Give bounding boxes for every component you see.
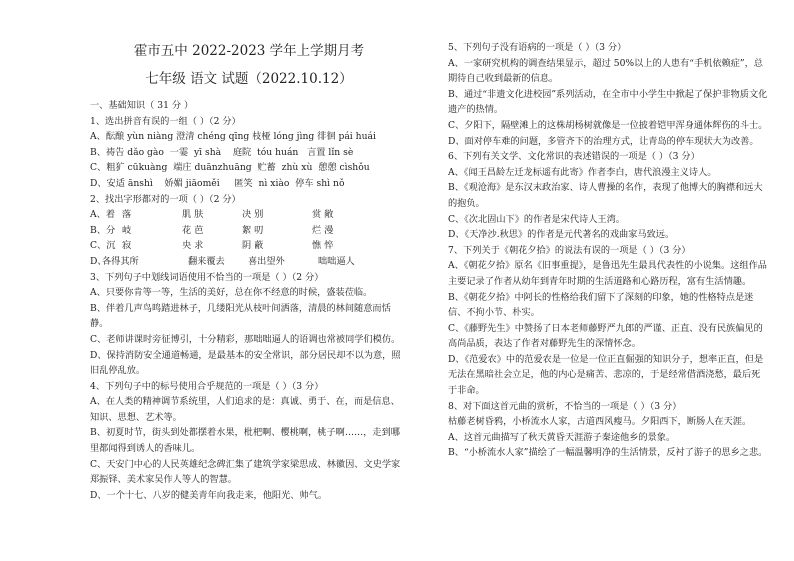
- q2b-cell: 絮 叨: [242, 224, 264, 236]
- q3-option-c: C、老师讲课时旁征博引，十分精彩，那咄咄逼人的语调也常被同学们模仿。: [90, 333, 401, 345]
- question-7: 7、下列关于《朝花夕拾》的说法有误的一项是（ ）（3 分）: [448, 244, 691, 256]
- q7-option-d: D、《范爱农》中的范爱农是一位是一位正直倔强的知识分子，想率正直，但是无法在黑暗社会立足，他的内心是痛苦、悲凉的，于是经常借酒浇愁，最后死于非命。: [448, 353, 764, 397]
- question-2: 2、找出字形都对的一项（ ）（2 分）: [90, 193, 241, 205]
- question-5: 5、下列句子没有语病的一项是（ ）（3 分）: [448, 42, 627, 53]
- q5-option-d: D、面对停车难的问题，多管齐下的治理方式，让青岛的停车现状大为改善。: [448, 135, 759, 147]
- q2-option-b: [90, 223, 408, 239]
- q2b-cell: 岐: [122, 224, 132, 236]
- q7-option-c: C、《藤野先生》中赞扬了日本老师藤野严九郎的严谨、正直、没有民族偏见的高尚品质，表达了作者对藤野先生的深情怀念。: [448, 322, 763, 350]
- section-heading: 一、基础知识（ 31 分 ）: [90, 100, 194, 111]
- q2-option-a: [90, 207, 408, 223]
- q8-option-a: A、这首元曲描写了秋天黄昏天涯游子秦途他乡的景象。: [448, 431, 676, 443]
- q5-option-c: C、夕阳下，隔壁滩上的这株胡杨树就像是一位披着铠甲浑身通体辉伤的斗士。: [448, 119, 768, 131]
- q2c-cell: 寂: [122, 240, 132, 252]
- q3-option-b: B、伴着几声鸟鸣踏进林子，几缕阳光从枝叶间洒落，清晨的林间随意而恬静。: [90, 302, 391, 330]
- question-4: 4、下列句子中的标号使用合乎规范的一项是（ ）（3 分）: [90, 380, 324, 392]
- q2d-cell: 各得其所: [102, 255, 139, 267]
- q8-poem: 枯藤老树昏鸦，小桥流水人家，古道西风瘦马。夕阳西下，断肠人在天涯。: [448, 416, 752, 428]
- q4-option-b: B、初夏时节，街头到处都摆着水果，枇杷啊、樱桃啊，桃子啊……，走到哪里都闻得到诱人的香味儿。: [90, 427, 400, 455]
- question-6: 6、下列有关文学、文化常识的表述错误的一项是（ ）（3 分）: [448, 151, 700, 163]
- q7-option-b: B、《朝花夕拾》中阿长的性格给我们留下了深刻的印象，她的性格特点是迷信、不拘小节、朴实。: [448, 291, 754, 319]
- q2c-cell: 央 求: [182, 240, 204, 252]
- q2b-cell: B、分: [90, 224, 116, 236]
- q2c-cell: 阴 蔽: [242, 240, 264, 252]
- q2b-cell: 烂 漫: [312, 224, 334, 236]
- q4-option-c: C、天安门中心的人民英雄纪念碑汇集了建筑学家梁思成、林徽因、文史学家郑振铎、美术家吴作人等人的智慧。: [90, 458, 401, 486]
- q2c-cell: C、沉: [90, 240, 116, 252]
- q1-option-a: A、酝酿 yùn niàng 澄清 chéng qīng 枝桠 lóng jìng 徘徊 pái huái: [90, 131, 376, 143]
- q6-option-d: D、《天净沙.秋思》的作者是元代著名的戏曲家马致远。: [448, 229, 675, 241]
- q3-option-d: D、保持消防安全通道畅通，是最基本的安全常识，部分居民却不以为意，照旧乱停乱放。: [90, 349, 401, 377]
- q5-option-a: A、一家研究机构的调查结果显示，超过 50%以上的人患有“手机依赖症”，总期待自己收到最新的信息。: [448, 57, 763, 85]
- q2a-cell: 决 别: [242, 209, 264, 221]
- q6-option-b: B、《观沧海》是东汉末政治家、诗人曹操的名作，表现了他博大的胸襟和远大的抱负。: [448, 182, 763, 209]
- question-8: 8、对下面这首元曲的赏析，不恰当的一项是（ ）（3 分）: [448, 400, 682, 412]
- q6-option-a: A、《闻王昌龄左迁龙标遥有此寄》作者李白，唐代浪漫主义诗人。: [448, 166, 717, 178]
- q8-option-b: B、“小桥流水人家”描绘了一幅温馨明净的生活情景，反衬了游子的思乡之悲。: [448, 447, 768, 459]
- right-column: [448, 40, 768, 461]
- q2-option-d: [90, 254, 408, 270]
- q2a-cell: 落: [122, 209, 132, 221]
- q2a-cell: A、着: [90, 209, 116, 221]
- exam-subtitle: 七年级 语文 试题（2022.10.12）: [145, 71, 353, 87]
- q2-option-c: [90, 238, 408, 254]
- q2c-cell: 憔 悴: [312, 240, 334, 252]
- q1-option-d: D、安适 ānshì 娇媚 jiāoměi 匿笑 nì xiào 停车 shì nǒ: [90, 177, 345, 189]
- q7-option-a: A、《朝花夕拾》原名《旧事重提》，是鲁迅先生最具代表性的小说集。这组作品主要记录了作者从幼年到青年时期的生活道路和心路历程，富有生活情趣。: [448, 260, 767, 287]
- q2a-cell: 肌 肤: [182, 209, 204, 221]
- q1-option-b: B、祷告 dǎo gào 一霎 yī shà 庭院 tóu huán 言置 lǐn sè: [90, 146, 354, 158]
- q4-option-a: A、在人类的精神调节系统里，人们追求的是：真诚、勇于、在，而是信息、知识、思想、艺术等。: [90, 396, 400, 423]
- q2d-cell: 翻来覆去: [188, 255, 225, 267]
- q2d-cell: 喜出望外: [248, 255, 285, 267]
- q6-option-c: C、《次北固山下》的作者是宋代诗人王湾。: [448, 213, 625, 225]
- q2d-cell: 咄咄逼人: [318, 255, 355, 267]
- q5-option-b: B、通过“非遗文化进校园”系列活动，在全市中小学生中掀起了保护非物质文化遗产的热情。: [448, 88, 768, 116]
- left-column: [90, 40, 408, 503]
- question-1: 1、选出拼音有误的一组（ ）（2 分）: [90, 115, 241, 127]
- q2a-cell: 赏 敞: [312, 209, 334, 221]
- q2d-cell: D、: [90, 255, 107, 267]
- q3-option-a: A、只要你肯等一等，生活的美好，总在你不经意的时候，盛装莅临。: [90, 287, 373, 299]
- question-3: 3、下列句子中划线词语使用不恰当的一项是（ ）（2 分）: [90, 271, 324, 283]
- q1-option-c: C、粗犷 cūkuàng 端庄 duānzhuāng 贮蓄 zhù xù 憩憩 cìshǒu: [90, 162, 370, 174]
- exam-title: 霍市五中 2022-2023 学年上学期月考: [133, 43, 365, 59]
- q2b-cell: 花 芭: [182, 224, 204, 236]
- q4-option-d: D、一个十七、八岁的健美青年向我走来，他阳光、帅气。: [90, 489, 328, 501]
